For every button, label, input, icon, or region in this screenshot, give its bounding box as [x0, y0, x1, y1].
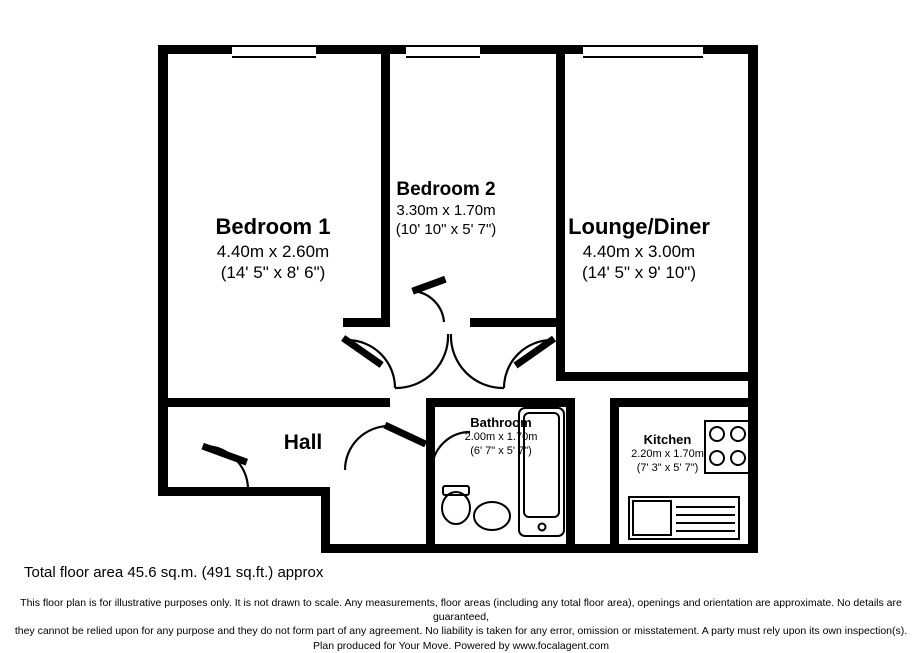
room-dim-metric-lounge-diner: 4.40m x 3.00m — [582, 241, 696, 261]
wall-exterior-bottom-step — [321, 487, 330, 553]
room-label-kitchen — [600, 432, 735, 476]
door-bedroom2 — [412, 277, 446, 322]
fixture-basin — [474, 502, 510, 530]
room-dim-imperial-lounge-diner: (14' 5" x 9' 10") — [581, 262, 696, 282]
wall-bathroom-top — [426, 398, 575, 407]
wall-bedroom2-hall — [343, 318, 390, 327]
room-dim-imperial-kitchen: (7' 3" x 5' 7") — [636, 462, 699, 474]
window-bedroom2 — [406, 45, 480, 58]
room-dim-imperial-bedroom-1: (14' 5" x 8' 6") — [220, 262, 326, 282]
room-name-bathroom: Bathroom — [470, 415, 532, 430]
room-name-lounge-diner: Lounge/Diner — [568, 214, 710, 239]
room-dim-metric-kitchen: 2.20m x 1.70m — [631, 448, 704, 461]
wall-exterior-right — [748, 45, 758, 553]
wall-lounge-bottom — [556, 372, 758, 381]
room-dim-metric-bedroom-2: 3.30m x 1.70m — [396, 201, 496, 219]
room-dim-metric-bathroom: 2.00m x 1.70m — [464, 431, 538, 444]
window-lounge — [583, 45, 703, 58]
room-dim-metric-bedroom-1: 4.40m x 2.60m — [216, 241, 330, 261]
disclaimer-line-3: Plan produced for Your Move. Powered by www.focalagent.com — [313, 639, 609, 652]
fixture-sink — [629, 497, 739, 539]
wall-bedroom2-hall-right — [470, 318, 565, 327]
wall-exterior-bottom-mid — [321, 544, 758, 553]
room-label-bathroom — [427, 415, 575, 459]
disclaimer-text — [0, 596, 922, 653]
room-label-hall — [218, 430, 388, 456]
room-dim-imperial-bedroom-2: (10' 10" x 5' 7") — [395, 220, 497, 238]
fixture-toilet — [442, 486, 470, 524]
door-hall-center — [342, 334, 556, 388]
room-name-bedroom-2: Bedroom 2 — [396, 179, 496, 200]
room-label-lounge-diner — [519, 213, 759, 283]
room-dim-imperial-bathroom: (6' 7" x 5' 7") — [470, 445, 532, 457]
disclaimer-line-1: This floor plan is for illustrative purposes only. It is not drawn to scale. Any measurements, floor areas (including any total floor area), openings and orientation are approximate. No details are guaranteed, — [20, 597, 902, 624]
room-name-hall: Hall — [283, 431, 323, 454]
wall-bedroom1-hall — [158, 398, 390, 407]
window-bedroom1 — [232, 45, 316, 58]
total-floor-area: Total floor area 45.6 sq.m. (491 sq.ft.) approx — [24, 564, 324, 581]
wall-exterior-bottom-left — [158, 487, 330, 496]
disclaimer-line-2: they cannot be relied upon for any purpose and they do not form part of any agreement. No liability is taken for any error, omission or misstatement. A party must rely upon its own inspection(s). — [14, 625, 908, 638]
wall-kitchen-top — [610, 398, 758, 407]
room-name-bedroom-1: Bedroom 1 — [215, 214, 331, 239]
room-name-kitchen: Kitchen — [643, 432, 692, 447]
